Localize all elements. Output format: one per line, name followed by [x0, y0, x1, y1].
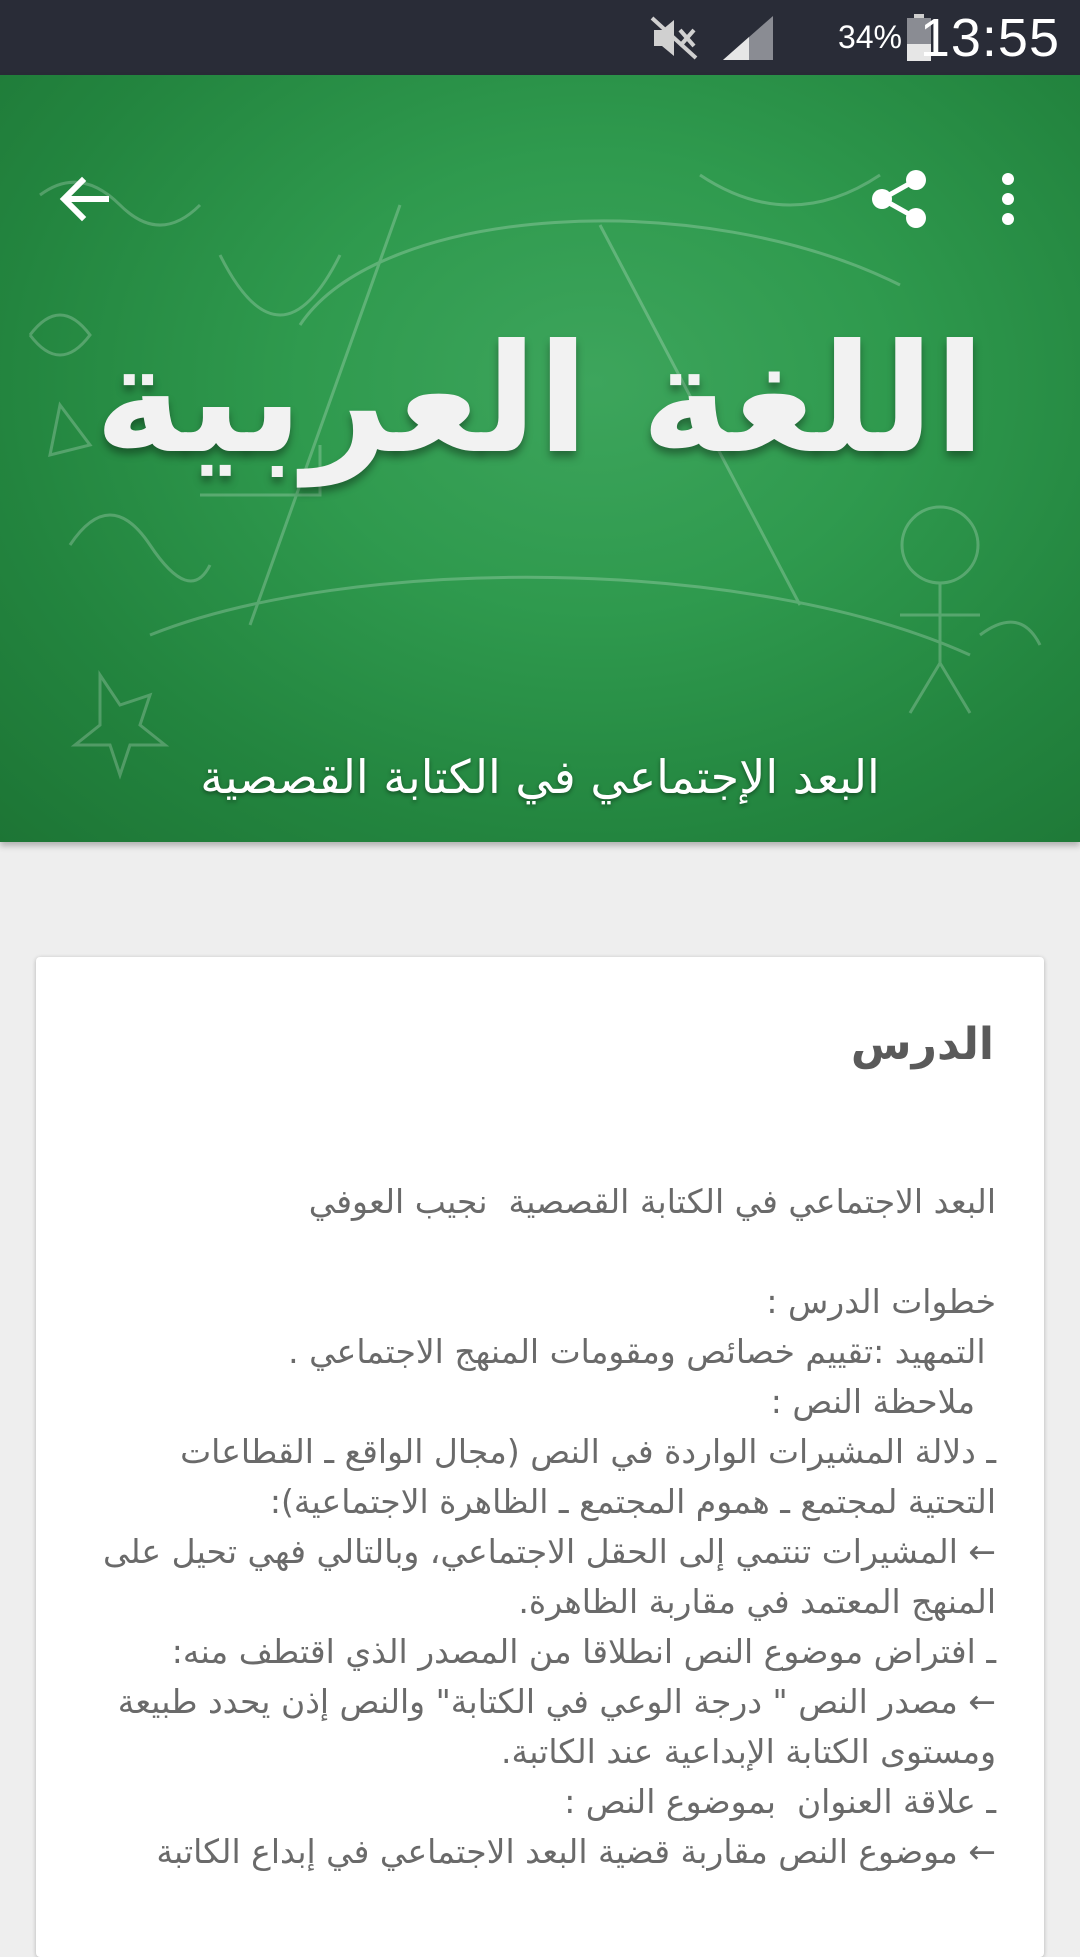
text-line: ـ علاقة العنوان بموضوع النص : — [564, 1782, 996, 1821]
battery-percent: 34% — [837, 19, 902, 55]
lesson-text — [96, 1177, 996, 1877]
card-title: الدرس — [850, 1019, 994, 1070]
text-line: ـ دلالة المشيرات الواردة في النص (مجال الواقع ـ القطاعات التحتية لمجتمع ـ هموم المجتمع ـ الظاهرة الاجتماعية): — [180, 1432, 996, 1521]
mute-icon — [648, 0, 700, 75]
text-line: ملاحظة النص : — [770, 1382, 996, 1421]
text-line: ← المشيرات تنتمي إلى الحقل الاجتماعي، وبالتالي فهي تحيل على المنهج المعتمد في مقاربة الظاهرة. — [103, 1532, 996, 1621]
header-banner — [0, 75, 1080, 842]
header-title: اللغة العربية — [94, 313, 986, 487]
lesson-subtitle: البعد الإجتماعي في الكتابة القصصية — [200, 750, 880, 804]
signal-icon — [721, 0, 775, 75]
text-line: ← مصدر النص " درجة الوعي في الكتابة" والنص إذن يحدد طبيعة ومستوى الكتابة الإبداعية عند الكاتبة. — [117, 1682, 996, 1771]
share-icon — [870, 168, 930, 230]
text-line-blank — [96, 1227, 996, 1277]
text-line: ← موضوع النص مقاربة قضية البعد الاجتماعي في إبداع الكاتبة — [156, 1832, 996, 1871]
more-options-button[interactable] — [966, 157, 1050, 241]
text-line: التمهيد :تقييم خصائص ومقومات المنهج الاجتماعي . — [288, 1332, 996, 1371]
back-button[interactable] — [42, 157, 126, 241]
status-time: 13:55 — [919, 7, 1060, 68]
text-line: البعد الاجتماعي في الكتابة القصصية نجيب العوفي — [308, 1182, 996, 1221]
back-arrow-icon — [56, 171, 112, 227]
text-line: ـ افتراض موضوع النص انطلاقا من المصدر الذي اقتطف منه: — [171, 1632, 996, 1671]
share-button[interactable] — [858, 157, 942, 241]
lesson-card — [36, 957, 1044, 1957]
more-vert-icon — [998, 171, 1018, 227]
status-bar — [0, 0, 1080, 75]
text-line: خطوات الدرس : — [766, 1282, 996, 1321]
